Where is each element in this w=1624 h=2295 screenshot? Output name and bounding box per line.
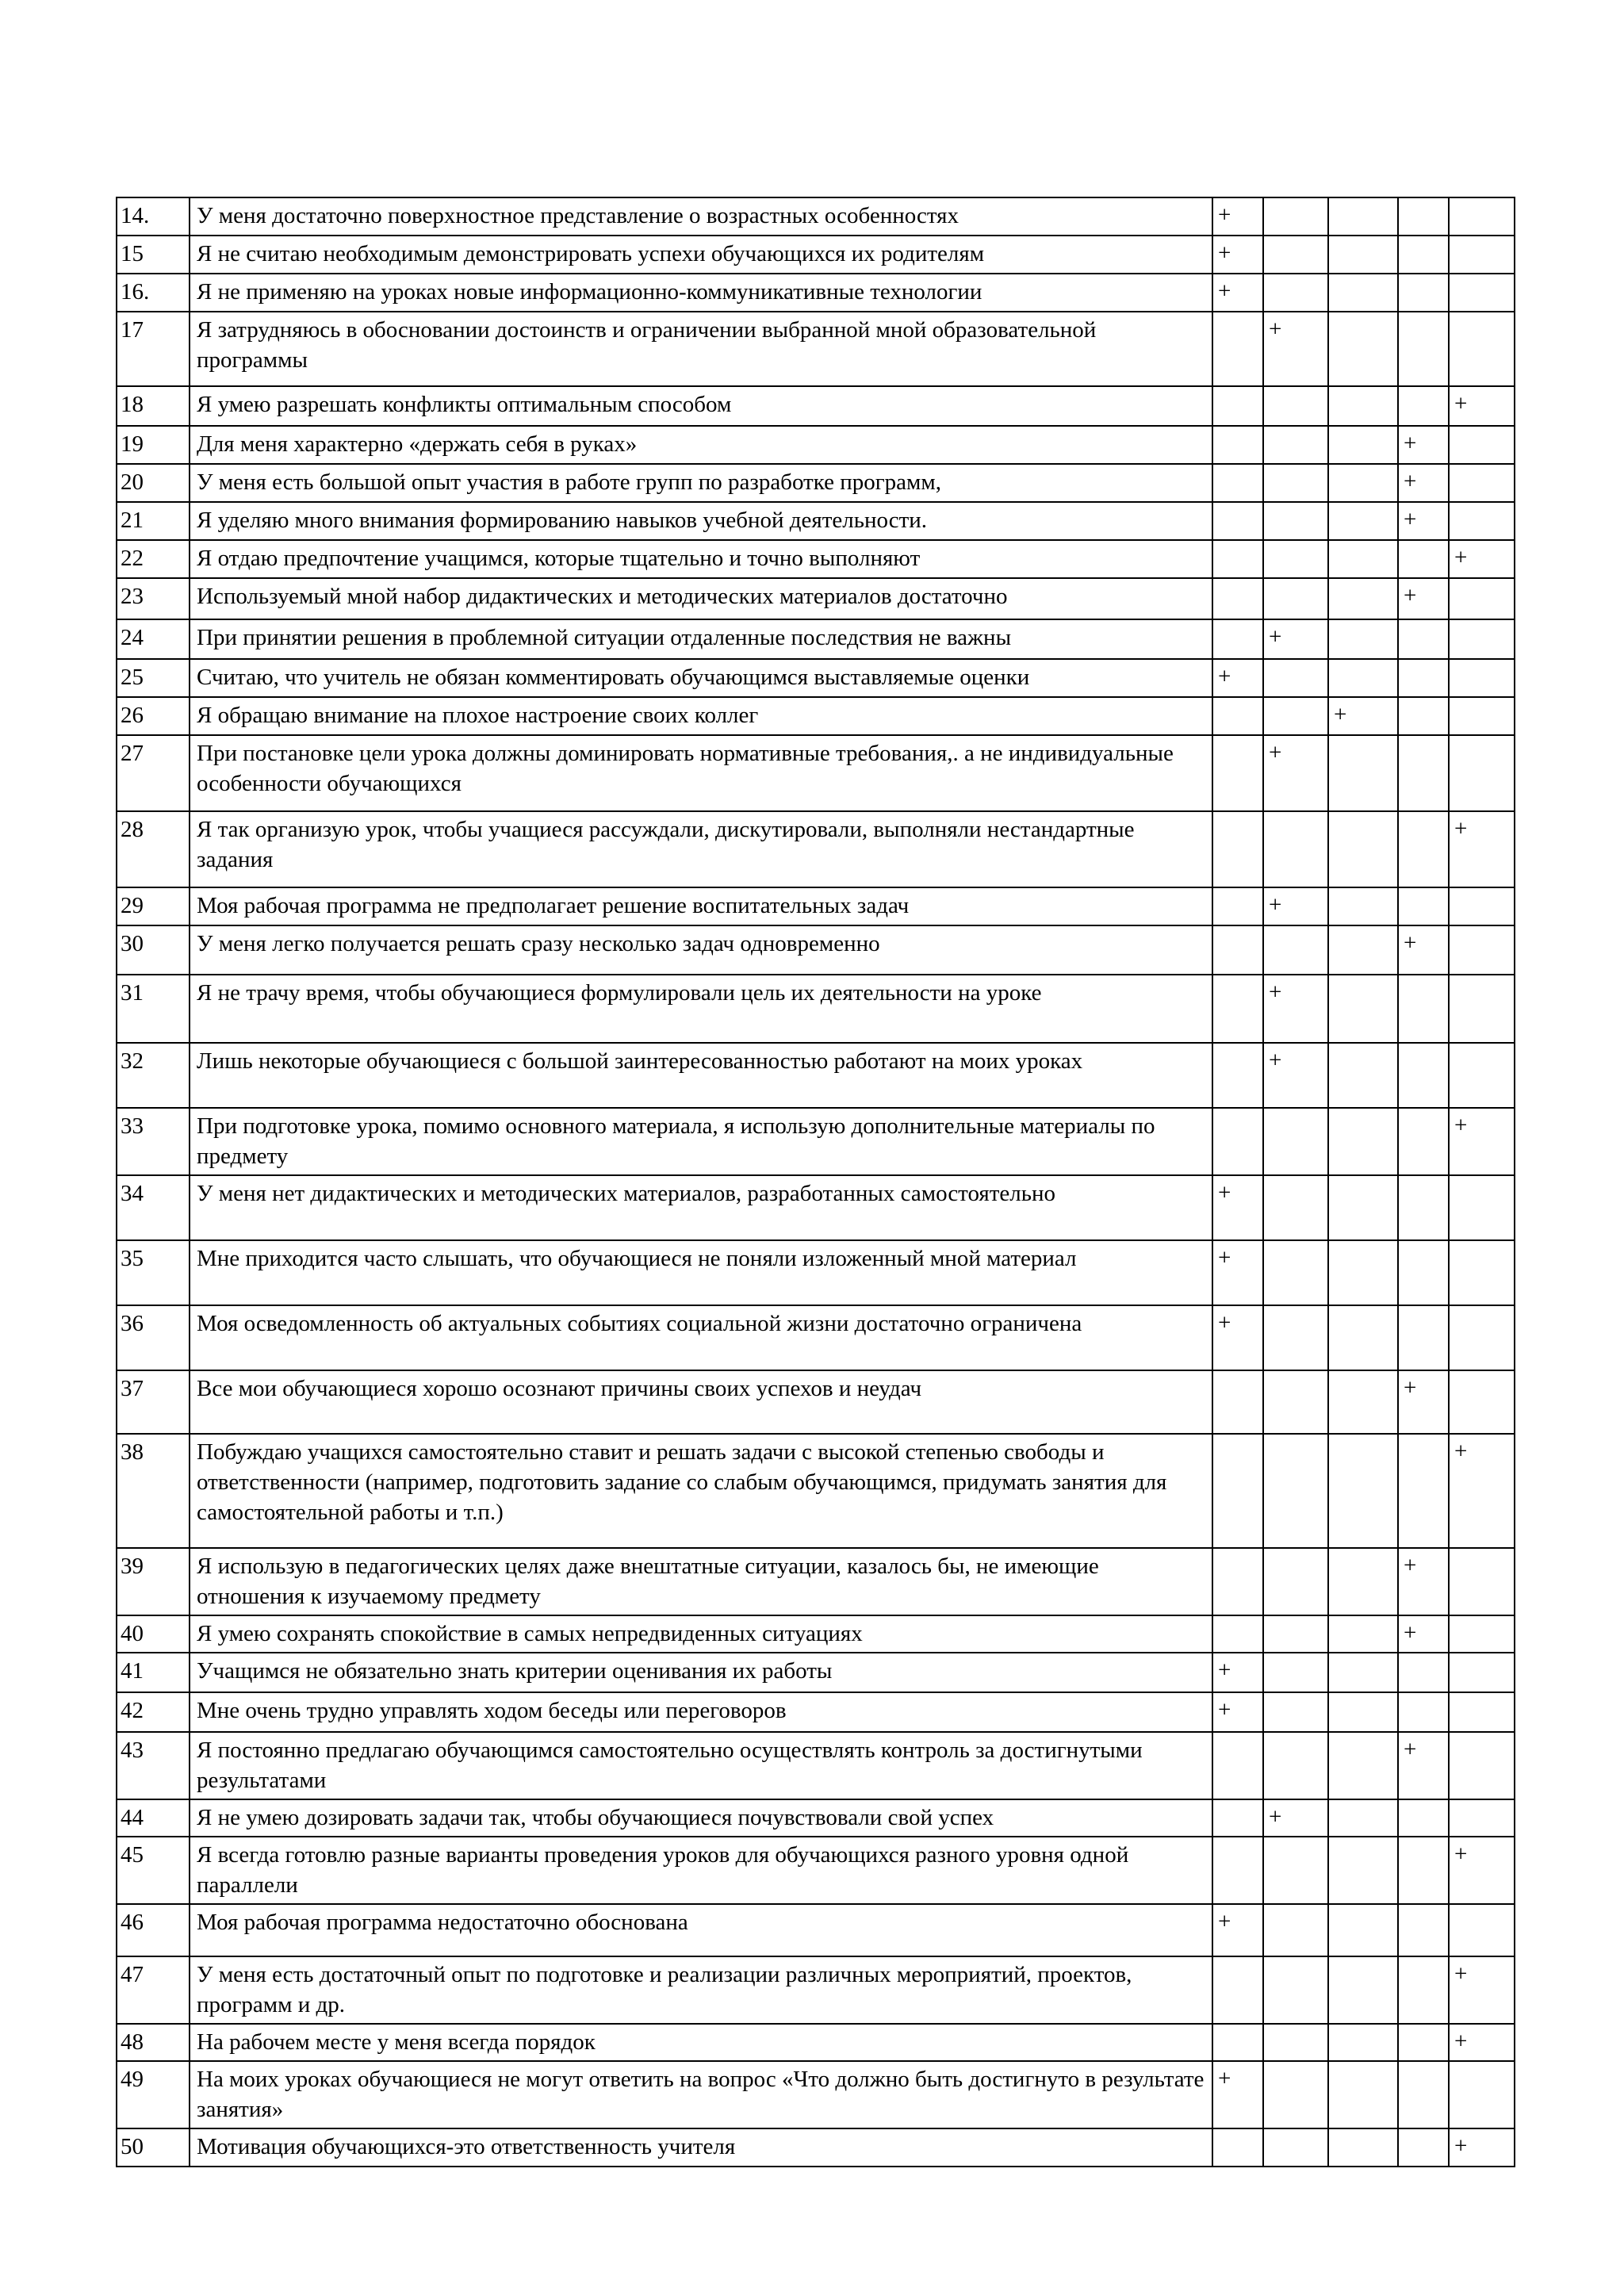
answer-cell	[1328, 735, 1398, 811]
statement-text: Побуждаю учащихся самостоятельно ставит и решать задачи с высокой степенью свободы и ответственности (например, подготовить задание со слабым обучающимся, придумать занятия для самостоятельной работы и т.п.)	[190, 1434, 1212, 1548]
answer-cell	[1212, 925, 1263, 975]
plus-mark: +	[1212, 1240, 1263, 1305]
row-number: 17	[117, 312, 190, 386]
answer-cell	[1398, 2061, 1449, 2128]
answer-cell	[1449, 1732, 1515, 1799]
answer-cell	[1212, 426, 1263, 464]
answer-cell	[1212, 1799, 1263, 1837]
row-number: 42	[117, 1692, 190, 1732]
plus-mark: +	[1328, 697, 1398, 735]
answer-cell	[1328, 1799, 1398, 1837]
table-row	[117, 2061, 1515, 2128]
answer-cell	[1212, 697, 1263, 735]
row-number: 18	[117, 386, 190, 426]
answer-cell	[1328, 887, 1398, 925]
answer-cell	[1398, 1043, 1449, 1108]
table-row	[117, 312, 1515, 386]
row-number: 39	[117, 1548, 190, 1615]
answer-cell	[1449, 464, 1515, 502]
statement-text: При подготовке урока, помимо основного материала, я использую дополнительные материалы по предмету	[190, 1108, 1212, 1175]
table-body	[117, 197, 1515, 2167]
table-row	[117, 975, 1515, 1043]
answer-cell	[1263, 236, 1328, 274]
answer-cell	[1212, 540, 1263, 578]
table-row	[117, 236, 1515, 274]
row-number: 30	[117, 925, 190, 975]
answer-cell	[1449, 1240, 1515, 1305]
plus-mark: +	[1398, 1615, 1449, 1653]
answer-cell	[1449, 735, 1515, 811]
statement-text: Моя осведомленность об актуальных событиях социальной жизни достаточно ограничена	[190, 1305, 1212, 1370]
plus-mark: +	[1212, 1305, 1263, 1370]
answer-cell	[1212, 1732, 1263, 1799]
answer-cell	[1212, 312, 1263, 386]
statement-text: Я не умею дозировать задачи так, чтобы обучающиеся почувствовали свой успех	[190, 1799, 1212, 1837]
answer-cell	[1328, 1434, 1398, 1548]
answer-cell	[1398, 1692, 1449, 1732]
answer-cell	[1212, 1837, 1263, 1904]
row-number: 47	[117, 1956, 190, 2024]
row-number: 48	[117, 2024, 190, 2061]
answer-cell	[1398, 1956, 1449, 2024]
statement-text: У меня легко получается решать сразу несколько задач одновременно	[190, 925, 1212, 975]
answer-cell	[1212, 2024, 1263, 2061]
table-row	[117, 2024, 1515, 2061]
plus-mark: +	[1449, 1956, 1515, 2024]
statement-text: Мне приходится часто слышать, что обучающиеся не поняли изложенный мной материал	[190, 1240, 1212, 1305]
answer-cell	[1449, 312, 1515, 386]
plus-mark: +	[1212, 274, 1263, 312]
answer-cell	[1263, 386, 1328, 426]
table-row	[117, 925, 1515, 975]
answer-cell	[1398, 540, 1449, 578]
answer-cell	[1328, 1043, 1398, 1108]
table-row	[117, 1305, 1515, 1370]
answer-cell	[1398, 2128, 1449, 2167]
answer-cell	[1398, 1434, 1449, 1548]
plus-mark: +	[1263, 1043, 1328, 1108]
answer-cell	[1398, 1240, 1449, 1305]
statement-text: Моя рабочая программа не предполагает решение воспитательных задач	[190, 887, 1212, 925]
answer-cell	[1328, 236, 1398, 274]
answer-cell	[1449, 697, 1515, 735]
statement-text: У меня есть достаточный опыт по подготовке и реализации различных мероприятий, проектов, программ и др.	[190, 1956, 1212, 2024]
answer-cell	[1212, 735, 1263, 811]
answer-cell	[1398, 975, 1449, 1043]
answer-cell	[1263, 1240, 1328, 1305]
row-number: 38	[117, 1434, 190, 1548]
answer-cell	[1328, 2024, 1398, 2061]
statement-text: При постановке цели урока должны доминировать нормативные требования,. а не индивидуальные особенности обучающихся	[190, 735, 1212, 811]
table-row	[117, 386, 1515, 426]
answer-cell	[1263, 464, 1328, 502]
row-number: 44	[117, 1799, 190, 1837]
answer-cell	[1449, 1904, 1515, 1956]
row-number: 45	[117, 1837, 190, 1904]
table-row	[117, 1043, 1515, 1108]
statement-text: На рабочем месте у меня всегда порядок	[190, 2024, 1212, 2061]
answer-cell	[1449, 1305, 1515, 1370]
row-number: 28	[117, 811, 190, 887]
plus-mark: +	[1398, 426, 1449, 464]
answer-cell	[1263, 2128, 1328, 2167]
answer-cell	[1328, 925, 1398, 975]
answer-cell	[1398, 887, 1449, 925]
answer-cell	[1449, 197, 1515, 236]
answer-cell	[1449, 925, 1515, 975]
survey-table	[116, 197, 1515, 2167]
answer-cell	[1212, 386, 1263, 426]
plus-mark: +	[1398, 1732, 1449, 1799]
answer-cell	[1212, 619, 1263, 659]
answer-cell	[1449, 1692, 1515, 1732]
table-row	[117, 502, 1515, 540]
answer-cell	[1398, 1108, 1449, 1175]
answer-cell	[1398, 1799, 1449, 1837]
answer-cell	[1398, 1175, 1449, 1240]
plus-mark: +	[1398, 464, 1449, 502]
plus-mark: +	[1263, 735, 1328, 811]
plus-mark: +	[1212, 1904, 1263, 1956]
row-number: 33	[117, 1108, 190, 1175]
answer-cell	[1212, 887, 1263, 925]
row-number: 43	[117, 1732, 190, 1799]
answer-cell	[1263, 274, 1328, 312]
answer-cell	[1449, 887, 1515, 925]
row-number: 19	[117, 426, 190, 464]
plus-mark: +	[1449, 2024, 1515, 2061]
answer-cell	[1449, 975, 1515, 1043]
plus-mark: +	[1398, 925, 1449, 975]
answer-cell	[1398, 659, 1449, 697]
row-number: 29	[117, 887, 190, 925]
answer-cell	[1328, 1837, 1398, 1904]
plus-mark: +	[1398, 502, 1449, 540]
row-number: 34	[117, 1175, 190, 1240]
answer-cell	[1328, 464, 1398, 502]
table-row	[117, 1732, 1515, 1799]
table-row	[117, 1615, 1515, 1653]
statement-text: Используемый мной набор дидактических и методических материалов достаточно	[190, 578, 1212, 619]
answer-cell	[1328, 659, 1398, 697]
answer-cell	[1328, 312, 1398, 386]
plus-mark: +	[1212, 2061, 1263, 2128]
statement-text: Для меня характерно «держать себя в руках»	[190, 426, 1212, 464]
answer-cell	[1449, 1615, 1515, 1653]
plus-mark: +	[1263, 1799, 1328, 1837]
row-number: 23	[117, 578, 190, 619]
row-number: 14.	[117, 197, 190, 236]
plus-mark: +	[1449, 386, 1515, 426]
table-row	[117, 2128, 1515, 2167]
answer-cell	[1449, 659, 1515, 697]
statement-text: Мне очень трудно управлять ходом беседы или переговоров	[190, 1692, 1212, 1732]
answer-cell	[1212, 578, 1263, 619]
statement-text: На моих уроках обучающиеся не могут ответить на вопрос «Что должно быть достигнуто в результате занятия»	[190, 2061, 1212, 2128]
answer-cell	[1263, 426, 1328, 464]
plus-mark: +	[1212, 659, 1263, 697]
row-number: 46	[117, 1904, 190, 1956]
answer-cell	[1263, 1956, 1328, 2024]
answer-cell	[1212, 2128, 1263, 2167]
answer-cell	[1328, 426, 1398, 464]
plus-mark: +	[1449, 811, 1515, 887]
answer-cell	[1263, 2061, 1328, 2128]
table-row	[117, 1108, 1515, 1175]
answer-cell	[1212, 975, 1263, 1043]
answer-cell	[1263, 1615, 1328, 1653]
answer-cell	[1212, 811, 1263, 887]
table-row	[117, 1370, 1515, 1434]
answer-cell	[1449, 1043, 1515, 1108]
answer-cell	[1449, 1175, 1515, 1240]
answer-cell	[1398, 1904, 1449, 1956]
row-number: 32	[117, 1043, 190, 1108]
answer-cell	[1449, 1370, 1515, 1434]
statement-text: Я отдаю предпочтение учащимся, которые тщательно и точно выполняют	[190, 540, 1212, 578]
table-row	[117, 1692, 1515, 1732]
table-row	[117, 197, 1515, 236]
table-row	[117, 540, 1515, 578]
row-number: 21	[117, 502, 190, 540]
plus-mark: +	[1263, 312, 1328, 386]
answer-cell	[1328, 2128, 1398, 2167]
answer-cell	[1449, 1653, 1515, 1692]
plus-mark: +	[1212, 236, 1263, 274]
table-row	[117, 578, 1515, 619]
answer-cell	[1398, 274, 1449, 312]
statement-text: Мотивация обучающихся-это ответственность учителя	[190, 2128, 1212, 2167]
table-row	[117, 659, 1515, 697]
row-number: 16.	[117, 274, 190, 312]
row-number: 41	[117, 1653, 190, 1692]
plus-mark: +	[1398, 1548, 1449, 1615]
answer-cell	[1398, 197, 1449, 236]
answer-cell	[1212, 1370, 1263, 1434]
plus-mark: +	[1398, 1370, 1449, 1434]
table-row	[117, 274, 1515, 312]
answer-cell	[1328, 1548, 1398, 1615]
answer-cell	[1328, 619, 1398, 659]
answer-cell	[1328, 1175, 1398, 1240]
answer-cell	[1328, 1108, 1398, 1175]
answer-cell	[1449, 502, 1515, 540]
answer-cell	[1328, 386, 1398, 426]
table-row	[117, 697, 1515, 735]
row-number: 36	[117, 1305, 190, 1370]
row-number: 25	[117, 659, 190, 697]
answer-cell	[1398, 386, 1449, 426]
statement-text: Моя рабочая программа недостаточно обоснована	[190, 1904, 1212, 1956]
row-number: 15	[117, 236, 190, 274]
statement-text: Учащимся не обязательно знать критерии оценивания их работы	[190, 1653, 1212, 1692]
answer-cell	[1449, 1548, 1515, 1615]
answer-cell	[1398, 619, 1449, 659]
answer-cell	[1398, 1837, 1449, 1904]
answer-cell	[1449, 236, 1515, 274]
answer-cell	[1328, 1956, 1398, 2024]
answer-cell	[1263, 2024, 1328, 2061]
table-row	[117, 887, 1515, 925]
plus-mark: +	[1449, 2128, 1515, 2167]
answer-cell	[1328, 502, 1398, 540]
plus-mark: +	[1449, 1837, 1515, 1904]
answer-cell	[1263, 1692, 1328, 1732]
answer-cell	[1212, 1043, 1263, 1108]
table-row	[117, 1799, 1515, 1837]
answer-cell	[1328, 578, 1398, 619]
plus-mark: +	[1263, 619, 1328, 659]
statement-text: Я постоянно предлагаю обучающимся самостоятельно осуществлять контроль за достигнутыми результатами	[190, 1732, 1212, 1799]
table-row	[117, 1240, 1515, 1305]
statement-text: Все мои обучающиеся хорошо осознают причины своих успехов и неудач	[190, 1370, 1212, 1434]
answer-cell	[1212, 502, 1263, 540]
table-row	[117, 1956, 1515, 2024]
answer-cell	[1328, 540, 1398, 578]
statement-text: Я всегда готовлю разные варианты проведения уроков для обучающихся разного уровня одной параллели	[190, 1837, 1212, 1904]
plus-mark: +	[1212, 1653, 1263, 1692]
answer-cell	[1398, 312, 1449, 386]
table-row	[117, 1434, 1515, 1548]
plus-mark: +	[1212, 1175, 1263, 1240]
answer-cell	[1398, 1305, 1449, 1370]
answer-cell	[1328, 274, 1398, 312]
statement-text: Лишь некоторые обучающиеся с большой заинтересованностью работают на моих уроках	[190, 1043, 1212, 1108]
answer-cell	[1212, 1956, 1263, 2024]
answer-cell	[1263, 1837, 1328, 1904]
table-row	[117, 464, 1515, 502]
statement-text: Я так организую урок, чтобы учащиеся рассуждали, дискутировали, выполняли нестандартные задания	[190, 811, 1212, 887]
statement-text: Я умею разрешать конфликты оптимальным способом	[190, 386, 1212, 426]
answer-cell	[1263, 659, 1328, 697]
answer-cell	[1263, 540, 1328, 578]
row-number: 35	[117, 1240, 190, 1305]
row-number: 24	[117, 619, 190, 659]
answer-cell	[1263, 697, 1328, 735]
answer-cell	[1328, 1370, 1398, 1434]
answer-cell	[1328, 1240, 1398, 1305]
answer-cell	[1212, 1615, 1263, 1653]
answer-cell	[1398, 697, 1449, 735]
row-number: 50	[117, 2128, 190, 2167]
answer-cell	[1263, 925, 1328, 975]
row-number: 26	[117, 697, 190, 735]
row-number: 49	[117, 2061, 190, 2128]
plus-mark: +	[1263, 887, 1328, 925]
answer-cell	[1212, 1548, 1263, 1615]
row-number: 37	[117, 1370, 190, 1434]
table-row	[117, 1837, 1515, 1904]
table-row	[117, 1904, 1515, 1956]
answer-cell	[1398, 236, 1449, 274]
answer-cell	[1263, 1904, 1328, 1956]
answer-cell	[1263, 578, 1328, 619]
answer-cell	[1263, 502, 1328, 540]
table-row	[117, 1548, 1515, 1615]
answer-cell	[1328, 1692, 1398, 1732]
table-row	[117, 619, 1515, 659]
statement-text: Я не применяю на уроках новые информационно-коммуникативные технологии	[190, 274, 1212, 312]
statement-text: Я умею сохранять спокойствие в самых непредвиденных ситуациях	[190, 1615, 1212, 1653]
plus-mark: +	[1212, 197, 1263, 236]
statement-text: У меня достаточно поверхностное представление о возрастных особенностях	[190, 197, 1212, 236]
answer-cell	[1449, 426, 1515, 464]
statement-text: У меня нет дидактических и методических материалов, разработанных самостоятельно	[190, 1175, 1212, 1240]
answer-cell	[1449, 578, 1515, 619]
row-number: 27	[117, 735, 190, 811]
plus-mark: +	[1212, 1692, 1263, 1732]
table-row	[117, 426, 1515, 464]
answer-cell	[1398, 1653, 1449, 1692]
row-number: 31	[117, 975, 190, 1043]
answer-cell	[1263, 1370, 1328, 1434]
row-number: 22	[117, 540, 190, 578]
table-row	[117, 811, 1515, 887]
row-number: 40	[117, 1615, 190, 1653]
statement-text: У меня есть большой опыт участия в работе групп по разработке программ,	[190, 464, 1212, 502]
statement-text: Я уделяю много внимания формированию навыков учебной деятельности.	[190, 502, 1212, 540]
statement-text: Я использую в педагогических целях даже внештатные ситуации, казалось бы, не имеющие отношения к изучаемому предмету	[190, 1548, 1212, 1615]
answer-cell	[1263, 1732, 1328, 1799]
answer-cell	[1263, 1653, 1328, 1692]
answer-cell	[1263, 811, 1328, 887]
answer-cell	[1263, 1434, 1328, 1548]
answer-cell	[1328, 1305, 1398, 1370]
table-row	[117, 1175, 1515, 1240]
answer-cell	[1449, 1799, 1515, 1837]
answer-cell	[1398, 2024, 1449, 2061]
table-row	[117, 735, 1515, 811]
statement-text: Я не считаю необходимым демонстрировать успехи обучающихся их родителям	[190, 236, 1212, 274]
answer-cell	[1212, 1434, 1263, 1548]
plus-mark: +	[1398, 578, 1449, 619]
answer-cell	[1449, 274, 1515, 312]
plus-mark: +	[1449, 1434, 1515, 1548]
plus-mark: +	[1263, 975, 1328, 1043]
answer-cell	[1212, 1108, 1263, 1175]
answer-cell	[1328, 811, 1398, 887]
answer-cell	[1263, 1548, 1328, 1615]
answer-cell	[1263, 197, 1328, 236]
answer-cell	[1449, 619, 1515, 659]
answer-cell	[1328, 1732, 1398, 1799]
row-number: 20	[117, 464, 190, 502]
answer-cell	[1328, 1904, 1398, 1956]
statement-text: Считаю, что учитель не обязан комментировать обучающимся выставляемые оценки	[190, 659, 1212, 697]
answer-cell	[1449, 2061, 1515, 2128]
answer-cell	[1263, 1305, 1328, 1370]
answer-cell	[1263, 1108, 1328, 1175]
table-row	[117, 1653, 1515, 1692]
statement-text: При принятии решения в проблемной ситуации отдаленные последствия не важны	[190, 619, 1212, 659]
answer-cell	[1328, 197, 1398, 236]
statement-text: Я затрудняюсь в обосновании достоинств и ограничении выбранной мной образовательной программы	[190, 312, 1212, 386]
answer-cell	[1212, 464, 1263, 502]
answer-cell	[1263, 1175, 1328, 1240]
statement-text: Я не трачу время, чтобы обучающиеся формулировали цель их деятельности на уроке	[190, 975, 1212, 1043]
statement-text: Я обращаю внимание на плохое настроение своих коллег	[190, 697, 1212, 735]
answer-cell	[1328, 1615, 1398, 1653]
answer-cell	[1328, 1653, 1398, 1692]
answer-cell	[1328, 2061, 1398, 2128]
plus-mark: +	[1449, 540, 1515, 578]
answer-cell	[1398, 735, 1449, 811]
plus-mark: +	[1449, 1108, 1515, 1175]
answer-cell	[1328, 975, 1398, 1043]
answer-cell	[1398, 811, 1449, 887]
